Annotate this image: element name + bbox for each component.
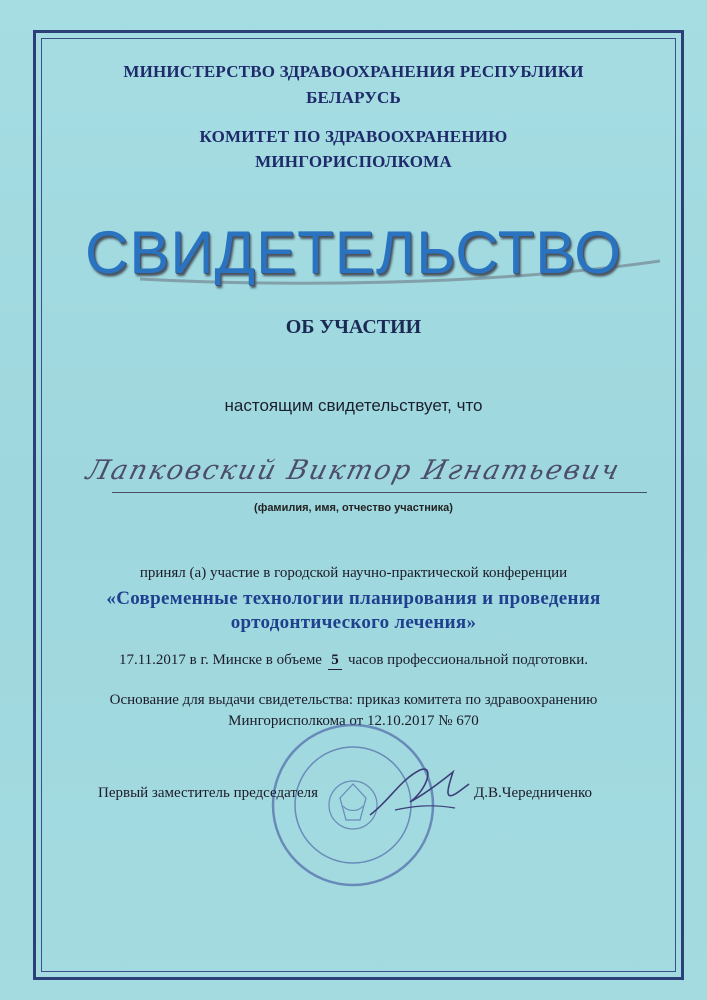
committee-line-2: МИНГОРИСПОЛКОМА [255,152,452,171]
conference-title-line-2: ортодонтического лечения» [230,612,477,633]
date-place: 17.11.2017 в г. Минске в объеме [118,652,322,668]
participant-name: Лапковский Виктор Игнатьевич [83,455,624,486]
name-caption: (фамилия, имя, отчество участника) [254,502,453,514]
signatory-name: Д.В.Чередниченко [474,785,593,801]
conference-title-line-1: «Современные технологии планирования и проведения [106,588,601,609]
document-title: СВИДЕТЕЛЬСТВО [85,219,622,286]
name-underline [112,492,647,493]
hours-suffix: часов профессиональной подготовки. [347,652,589,668]
hours-value: 5 [328,652,342,670]
participation-text: принял (а) участие в городской научно-практической конференции [139,565,568,581]
date-hours-line [0,652,707,670]
ministry-line-1: МИНИСТЕРСТВО ЗДРАВООХРАНЕНИЯ РЕСПУБЛИКИ [123,62,584,81]
signatory-position: Первый заместитель председателя [98,785,318,801]
intro-text: настоящим свидетельствует, что [224,396,483,415]
handwritten-signature [365,760,475,825]
committee-line-1: КОМИТЕТ ПО ЗДРАВООХРАНЕНИЮ [199,127,508,146]
document-subtitle: ОБ УЧАСТИИ [285,316,422,338]
basis-line-2: Мингорисполкома от 12.10.2017 № 670 [228,713,479,729]
basis-line-1: Основание для выдачи свидетельства: приказ комитета по здравоохранению [109,692,598,708]
ministry-line-2: БЕЛАРУСЬ [306,88,401,107]
